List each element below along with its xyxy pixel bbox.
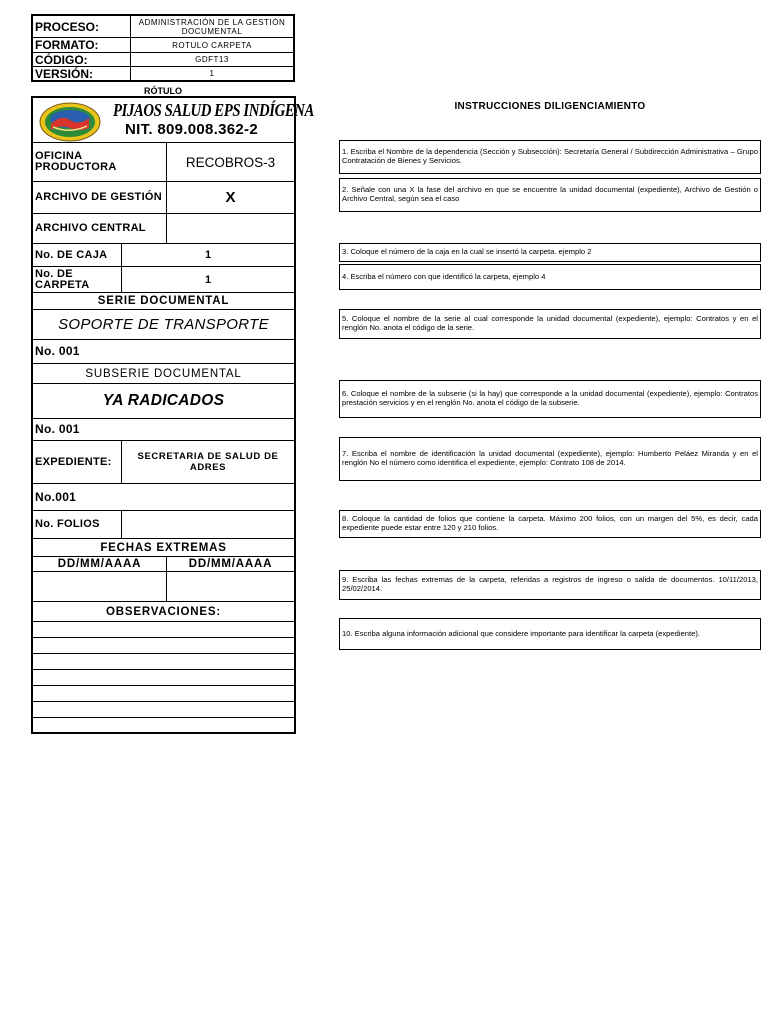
- archivo-gestion-mark: X: [225, 189, 236, 206]
- archivo-central-row: [33, 214, 294, 244]
- serie-header-row: [33, 293, 294, 310]
- header-row-version: [33, 66, 293, 80]
- observaciones-line: [33, 638, 294, 654]
- archivo-central-label: ARCHIVO CENTRAL: [33, 214, 167, 243]
- carpeta-label: No. DE CARPETA: [33, 267, 122, 292]
- codigo-label: CÓDIGO:: [33, 53, 131, 66]
- observaciones-header-row: [33, 602, 294, 622]
- archivo-central-mark: [167, 214, 294, 243]
- fechas-values-row: [33, 572, 294, 602]
- serie-number: No. 001: [35, 344, 80, 358]
- folios-label: No. FOLIOS: [33, 511, 122, 538]
- subserie-value: YA RADICADOS: [102, 392, 225, 409]
- instruction-item: 9. Escriba las fechas extremas de la carpeta, referidas a registros de ingreso o salida de documentos. 10/11/2013, 25/02/2014.: [339, 570, 761, 600]
- instruction-item: 2. Señale con una X la fase del archivo en que se encuentre la unidad documental (expediente), Archivo de Gestión o Archivo Central, según sea el caso: [339, 178, 761, 212]
- fechas-header-row: [33, 539, 294, 557]
- organization-nit: NIT. 809.008.362-2: [125, 121, 258, 138]
- oficina-label: OFICINA PRODUCTORA: [33, 143, 167, 181]
- subserie-header: SUBSERIE DOCUMENTAL: [85, 367, 242, 380]
- folios-value: [122, 511, 294, 538]
- header-row-proceso: [33, 16, 293, 37]
- subserie-number-row: [33, 419, 294, 441]
- serie-value: SOPORTE DE TRANSPORTE: [58, 316, 269, 333]
- observaciones-line: [33, 702, 294, 718]
- header-row-codigo: [33, 52, 293, 66]
- caja-label: No. DE CAJA: [33, 244, 122, 266]
- archivo-gestion-row: [33, 182, 294, 214]
- formato-label: FORMATO:: [33, 38, 131, 52]
- observaciones-header: OBSERVACIONES:: [106, 605, 221, 618]
- fecha-inicial-field: [33, 572, 167, 601]
- expediente-label: EXPEDIENTE:: [33, 441, 122, 483]
- caja-row: [33, 244, 294, 267]
- fechas-labels-row: [33, 557, 294, 572]
- instruction-item: 6. Coloque el nombre de la subserie (si la hay) que corresponde a la unidad documental (expediente), ejemplo: Contratos prestación servicios y en el renglón No. anota el código de la subserie.: [339, 380, 761, 418]
- rotulo-title: RÓTULO: [144, 86, 182, 96]
- oficina-row: [33, 143, 294, 182]
- version-label: VERSIÓN:: [33, 67, 131, 80]
- serie-number-row: [33, 340, 294, 364]
- document-header: [31, 14, 295, 82]
- folder-label-form: [31, 96, 314, 734]
- serie-header: SERIE DOCUMENTAL: [97, 295, 230, 307]
- observaciones-line: [33, 654, 294, 670]
- instruction-item: 3. Coloque el número de la caja en la cual se insertó la carpeta. ejemplo 2: [339, 243, 761, 262]
- proceso-value: ADMINISTRACIÓN DE LA GESTIÓN DOCUMENTAL: [138, 17, 286, 36]
- oficina-value: RECOBROS-3: [185, 154, 276, 170]
- fechas-header: FECHAS EXTREMAS: [100, 541, 227, 554]
- instruction-item: 4. Escriba el número con que identificó la carpeta, ejemplo 4: [339, 264, 761, 290]
- subserie-value-row: [33, 384, 294, 419]
- instruction-item: 8. Coloque la cantidad de folios que contiene la carpeta. Máximo 200 folios, con un margen del 5%, es decir, cada expediente puede estar entre 120 y 210 folios.: [339, 510, 761, 538]
- serie-value-row: [33, 310, 294, 340]
- folios-row: [33, 511, 294, 539]
- instruction-item: 5. Coloque el nombre de la serie al cual corresponde la unidad documental (expediente), ejemplo: Contratos y en el renglón No. anota el código de la serie.: [339, 309, 761, 339]
- instructions-title: INSTRUCCIONES DILIGENCIAMIENTO: [454, 101, 646, 112]
- observaciones-line: [33, 622, 294, 638]
- expediente-value: SECRETARIA DE SALUD DE ADRES: [137, 451, 279, 473]
- version-value: 1: [209, 69, 215, 78]
- fecha-final-field: [167, 572, 294, 601]
- instruction-item: 10. Escriba alguna información adicional que considere importante para identificar la carpeta (expediente).: [339, 618, 761, 650]
- codigo-value: GDFT13: [195, 55, 229, 64]
- instruction-item: 1. Escriba el Nombre de la dependencia (Sección y Subsección): Secretaría General / Subdirección Administrativa – Grupo Contratación de Bienes y Servicios.: [339, 140, 761, 174]
- header-row-formato: [33, 37, 293, 52]
- organization-name: PIJAOS SALUD EPS INDÍGENA: [113, 100, 314, 120]
- carpeta-value: 1: [204, 273, 212, 286]
- fecha-final-label: DD/MM/AAAA: [188, 558, 273, 570]
- organization-logo-icon: [39, 102, 101, 142]
- observaciones-line: [33, 718, 294, 734]
- expediente-row: [33, 441, 294, 484]
- observaciones-line: [33, 686, 294, 702]
- expediente-number: No.001: [35, 489, 77, 504]
- subserie-number: No. 001: [35, 422, 80, 436]
- organization-header: [33, 98, 314, 143]
- observaciones-line: [33, 670, 294, 686]
- proceso-label: PROCESO:: [33, 16, 131, 37]
- expediente-number-row: [33, 484, 294, 511]
- subserie-header-row: [33, 364, 294, 384]
- fecha-inicial-label: DD/MM/AAAA: [33, 557, 167, 571]
- formato-value: ROTULO CARPETA: [172, 40, 252, 50]
- instruction-item: 7. Escriba el nombre de identificación la unidad documental (expediente), ejemplo: Humberto Peláez Miranda y en el renglón No el número como identifica el expediente, ejemplo: Contrato 108 de 2014.: [339, 437, 761, 481]
- carpeta-row: [33, 267, 294, 293]
- caja-value: 1: [204, 249, 212, 261]
- archivo-gestion-label: ARCHIVO DE GESTIÓN: [33, 182, 167, 213]
